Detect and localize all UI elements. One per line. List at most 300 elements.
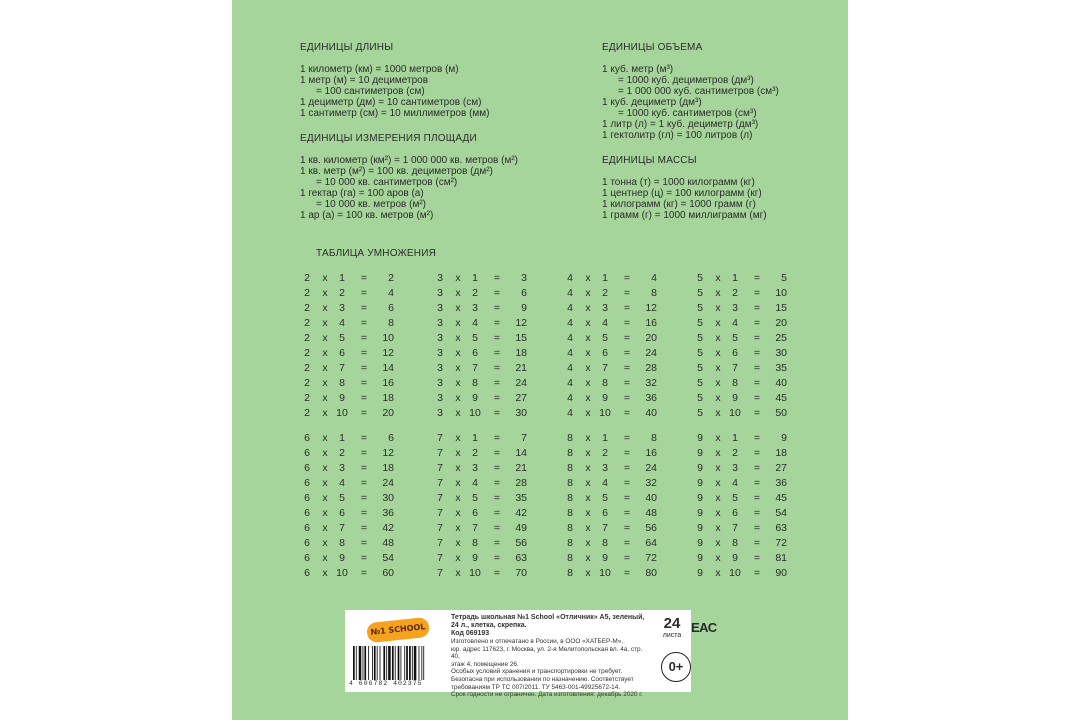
multiplication-row xyxy=(302,432,396,447)
equals-sign: = xyxy=(360,462,368,474)
product: 45 xyxy=(775,392,787,404)
age-rating-badge: 0+ xyxy=(661,652,691,682)
multiplication-row xyxy=(435,407,529,422)
multiplier: 4 xyxy=(339,477,345,489)
multiplicand: 9 xyxy=(697,567,703,579)
times-sign: x xyxy=(715,537,721,549)
multiplication-row xyxy=(302,522,396,537)
product: 7 xyxy=(521,432,527,444)
multiplicand: 2 xyxy=(304,302,310,314)
mass-units-title: ЕДИНИЦЫ МАССЫ xyxy=(602,155,697,166)
multiplication-row xyxy=(435,317,529,332)
equals-sign: = xyxy=(753,332,761,344)
multiplication-row xyxy=(302,507,396,522)
multiplicand: 2 xyxy=(304,377,310,389)
multiplier: 2 xyxy=(732,287,738,299)
product: 90 xyxy=(775,567,787,579)
multiplier: 8 xyxy=(472,537,478,549)
multiplier: 4 xyxy=(602,477,608,489)
multiplication-row xyxy=(302,347,396,362)
product: 28 xyxy=(645,362,657,374)
product: 56 xyxy=(515,537,527,549)
times-sign: x xyxy=(455,477,461,489)
multiplicand: 8 xyxy=(567,432,573,444)
product: 15 xyxy=(515,332,527,344)
product: 6 xyxy=(521,287,527,299)
volume-line: = 1000 куб. сантиметров (см³) xyxy=(618,108,757,119)
product: 24 xyxy=(382,477,394,489)
multiplication-row xyxy=(565,507,659,522)
equals-sign: = xyxy=(753,302,761,314)
times-sign: x xyxy=(455,522,461,534)
multiplication-row xyxy=(565,407,659,422)
mass-line: 1 килограмм (кг) = 1000 грамм (г) xyxy=(602,199,756,210)
multiplication-row xyxy=(565,492,659,507)
times-sign: x xyxy=(455,537,461,549)
times-sign: x xyxy=(455,432,461,444)
multiplicand: 3 xyxy=(437,377,443,389)
multiplier: 1 xyxy=(472,432,478,444)
multiplicand: 5 xyxy=(697,347,703,359)
times-sign: x xyxy=(455,362,461,374)
multiplication-row xyxy=(565,332,659,347)
equals-sign: = xyxy=(623,462,631,474)
volume-line: = 1000 куб. дециметров (дм³) xyxy=(618,75,754,86)
multiplier: 5 xyxy=(339,332,345,344)
equals-sign: = xyxy=(623,492,631,504)
multiplier: 6 xyxy=(472,347,478,359)
multiplier: 5 xyxy=(472,332,478,344)
equals-sign: = xyxy=(623,447,631,459)
multiplicand: 5 xyxy=(697,332,703,344)
multiplier: 8 xyxy=(732,377,738,389)
equals-sign: = xyxy=(493,407,501,419)
product: 18 xyxy=(382,462,394,474)
multiplication-row xyxy=(435,567,529,582)
product: 36 xyxy=(645,392,657,404)
product: 12 xyxy=(382,347,394,359)
multiplicand: 7 xyxy=(437,507,443,519)
multiplicand: 4 xyxy=(567,392,573,404)
multiplier: 1 xyxy=(732,432,738,444)
mass-units-list xyxy=(602,177,767,221)
multiplicand: 4 xyxy=(567,407,573,419)
product: 6 xyxy=(388,302,394,314)
times-sign: x xyxy=(322,537,328,549)
equals-sign: = xyxy=(360,302,368,314)
multiplication-row xyxy=(302,407,396,422)
equals-sign: = xyxy=(360,477,368,489)
multiplicand: 9 xyxy=(697,477,703,489)
product: 14 xyxy=(515,447,527,459)
equals-sign: = xyxy=(623,302,631,314)
times-sign: x xyxy=(322,377,328,389)
product: 42 xyxy=(515,507,527,519)
multiplicand: 5 xyxy=(697,407,703,419)
times-sign: x xyxy=(585,567,591,579)
equals-sign: = xyxy=(623,567,631,579)
equals-sign: = xyxy=(623,522,631,534)
multiplication-block xyxy=(565,272,659,422)
multiplicand: 4 xyxy=(567,362,573,374)
product: 36 xyxy=(382,507,394,519)
multiplication-row xyxy=(435,332,529,347)
product: 40 xyxy=(775,377,787,389)
equals-sign: = xyxy=(360,432,368,444)
multiplier: 6 xyxy=(472,507,478,519)
multiplier: 8 xyxy=(602,537,608,549)
multiplication-row xyxy=(565,347,659,362)
multiplication-row xyxy=(565,552,659,567)
product: 14 xyxy=(382,362,394,374)
multiplicand: 3 xyxy=(437,332,443,344)
multiplier: 4 xyxy=(732,317,738,329)
multiplication-row xyxy=(435,537,529,552)
multiplicand: 7 xyxy=(437,462,443,474)
times-sign: x xyxy=(322,362,328,374)
product: 18 xyxy=(515,347,527,359)
product: 9 xyxy=(781,432,787,444)
times-sign: x xyxy=(322,522,328,534)
product: 20 xyxy=(775,317,787,329)
multiplicand: 8 xyxy=(567,567,573,579)
multiplicand: 6 xyxy=(304,567,310,579)
multiplication-block xyxy=(302,272,396,422)
product: 10 xyxy=(775,287,787,299)
notebook-back-cover xyxy=(232,0,848,720)
product: 4 xyxy=(651,272,657,284)
product: 32 xyxy=(645,477,657,489)
mass-line: 1 грамм (г) = 1000 миллиграмм (мг) xyxy=(602,210,767,221)
times-sign: x xyxy=(715,272,721,284)
product-detail-line: юр. адрес 117623, г. Москва, ул. 2-я Мелитопольская вл. 4а, стр. 40, xyxy=(451,645,643,661)
times-sign: x xyxy=(715,407,721,419)
product: 45 xyxy=(775,492,787,504)
multiplier: 5 xyxy=(602,332,608,344)
product: 20 xyxy=(645,332,657,344)
product: 20 xyxy=(382,407,394,419)
product: 63 xyxy=(515,552,527,564)
multiplication-block xyxy=(302,432,396,582)
times-sign: x xyxy=(322,507,328,519)
equals-sign: = xyxy=(493,432,501,444)
area-line: 1 кв. метр (м²) = 100 кв. дециметров (дм²) xyxy=(300,166,493,177)
times-sign: x xyxy=(322,317,328,329)
multiplication-row xyxy=(565,567,659,582)
times-sign: x xyxy=(322,407,328,419)
equals-sign: = xyxy=(360,447,368,459)
multiplier: 10 xyxy=(729,567,741,579)
equals-sign: = xyxy=(623,537,631,549)
product: 40 xyxy=(645,492,657,504)
product: 54 xyxy=(775,507,787,519)
multiplicand: 7 xyxy=(437,432,443,444)
multiplier: 10 xyxy=(336,407,348,419)
multiplicand: 6 xyxy=(304,462,310,474)
multiplier: 1 xyxy=(602,272,608,284)
times-sign: x xyxy=(455,407,461,419)
multiplication-row xyxy=(435,552,529,567)
times-sign: x xyxy=(585,272,591,284)
multiplicand: 4 xyxy=(567,377,573,389)
equals-sign: = xyxy=(493,537,501,549)
multiplier: 3 xyxy=(732,302,738,314)
multiplication-row xyxy=(435,522,529,537)
multiplicand: 4 xyxy=(567,317,573,329)
multiplication-row xyxy=(302,377,396,392)
times-sign: x xyxy=(715,507,721,519)
product-detail-line: Срок годности не ограничен. Дата изготовления: декабрь 2020 г. xyxy=(451,691,643,699)
times-sign: x xyxy=(322,492,328,504)
multiplication-row xyxy=(435,507,529,522)
multiplication-row xyxy=(695,477,789,492)
times-sign: x xyxy=(715,362,721,374)
multiplication-row xyxy=(302,332,396,347)
multiplication-row xyxy=(302,447,396,462)
times-sign: x xyxy=(322,552,328,564)
equals-sign: = xyxy=(493,347,501,359)
product: 10 xyxy=(382,332,394,344)
multiplicand: 8 xyxy=(567,507,573,519)
equals-sign: = xyxy=(493,287,501,299)
multiplicand: 3 xyxy=(437,362,443,374)
equals-sign: = xyxy=(753,477,761,489)
multiplication-row xyxy=(565,317,659,332)
product: 35 xyxy=(775,362,787,374)
multiplication-row xyxy=(695,272,789,287)
multiplier: 3 xyxy=(602,302,608,314)
product: 16 xyxy=(645,317,657,329)
equals-sign: = xyxy=(753,362,761,374)
multiplication-row xyxy=(695,537,789,552)
equals-sign: = xyxy=(360,507,368,519)
multiplication-row xyxy=(695,432,789,447)
multiplier: 6 xyxy=(602,347,608,359)
multiplier: 9 xyxy=(339,552,345,564)
length-line: 1 километр (км) = 1000 метров (м) xyxy=(300,64,459,75)
multiplicand: 4 xyxy=(567,272,573,284)
product-info xyxy=(451,614,647,699)
multiplicand: 2 xyxy=(304,392,310,404)
product: 36 xyxy=(775,477,787,489)
times-sign: x xyxy=(322,347,328,359)
pages-count-box xyxy=(657,616,687,639)
multiplication-row xyxy=(695,347,789,362)
multiplier: 6 xyxy=(339,347,345,359)
times-sign: x xyxy=(715,302,721,314)
times-sign: x xyxy=(715,477,721,489)
product: 15 xyxy=(775,302,787,314)
multiplier: 5 xyxy=(732,332,738,344)
equals-sign: = xyxy=(753,522,761,534)
equals-sign: = xyxy=(360,552,368,564)
multiplicand: 9 xyxy=(697,507,703,519)
multiplier: 8 xyxy=(732,537,738,549)
equals-sign: = xyxy=(493,522,501,534)
multiplier: 9 xyxy=(732,392,738,404)
product: 8 xyxy=(651,432,657,444)
times-sign: x xyxy=(322,477,328,489)
multiplication-row xyxy=(302,492,396,507)
equals-sign: = xyxy=(623,272,631,284)
multiplicand: 9 xyxy=(697,492,703,504)
equals-sign: = xyxy=(753,462,761,474)
multiplicand: 5 xyxy=(697,377,703,389)
multiplicand: 6 xyxy=(304,522,310,534)
product: 24 xyxy=(645,462,657,474)
multiplier: 8 xyxy=(602,377,608,389)
multiplicand: 2 xyxy=(304,347,310,359)
multiplication-block xyxy=(695,432,789,582)
equals-sign: = xyxy=(493,317,501,329)
multiplicand: 4 xyxy=(567,347,573,359)
multiplication-row xyxy=(435,477,529,492)
product: 8 xyxy=(651,287,657,299)
product: 27 xyxy=(515,392,527,404)
multiplier: 4 xyxy=(472,477,478,489)
multiplier: 8 xyxy=(339,537,345,549)
multiplicand: 9 xyxy=(697,537,703,549)
multiplication-row xyxy=(302,317,396,332)
multiplier: 5 xyxy=(472,492,478,504)
multiplier: 7 xyxy=(339,362,345,374)
multiplier: 2 xyxy=(602,287,608,299)
multiplication-row xyxy=(302,537,396,552)
mass-line: 1 тонна (т) = 1000 килограмм (кг) xyxy=(602,177,755,188)
equals-sign: = xyxy=(493,392,501,404)
equals-sign: = xyxy=(360,407,368,419)
times-sign: x xyxy=(455,507,461,519)
multiplication-row xyxy=(302,552,396,567)
equals-sign: = xyxy=(360,332,368,344)
times-sign: x xyxy=(322,432,328,444)
multiplicand: 8 xyxy=(567,477,573,489)
multiplier: 9 xyxy=(602,552,608,564)
multiplication-row xyxy=(695,317,789,332)
multiplier: 7 xyxy=(472,362,478,374)
multiplier: 3 xyxy=(602,462,608,474)
multiplicand: 3 xyxy=(437,287,443,299)
multiplicand: 3 xyxy=(437,407,443,419)
multiplier: 10 xyxy=(599,407,611,419)
times-sign: x xyxy=(455,392,461,404)
times-sign: x xyxy=(322,287,328,299)
multiplier: 10 xyxy=(469,567,481,579)
times-sign: x xyxy=(585,522,591,534)
equals-sign: = xyxy=(360,362,368,374)
multiplier: 4 xyxy=(339,317,345,329)
multiplier: 1 xyxy=(472,272,478,284)
product: 30 xyxy=(775,347,787,359)
multiplication-row xyxy=(435,447,529,462)
equals-sign: = xyxy=(753,507,761,519)
mass-line: 1 центнер (ц) = 100 килограмм (кг) xyxy=(602,188,762,199)
equals-sign: = xyxy=(623,392,631,404)
multiplier: 3 xyxy=(732,462,738,474)
area-units-title: ЕДИНИЦЫ ИЗМЕРЕНИЯ ПЛОЩАДИ xyxy=(300,133,477,144)
product: 40 xyxy=(645,407,657,419)
multiplication-row xyxy=(302,272,396,287)
multiplication-row xyxy=(695,507,789,522)
multiplication-row xyxy=(695,407,789,422)
product-detail-line: Безопасна при использовании по назначению. Соответствует xyxy=(451,675,634,683)
length-line: 1 сантиметр (см) = 10 миллиметров (мм) xyxy=(300,108,490,119)
product: 5 xyxy=(781,272,787,284)
times-sign: x xyxy=(585,447,591,459)
times-sign: x xyxy=(455,567,461,579)
multiplicand: 2 xyxy=(304,362,310,374)
equals-sign: = xyxy=(623,407,631,419)
equals-sign: = xyxy=(753,537,761,549)
times-sign: x xyxy=(455,317,461,329)
times-sign: x xyxy=(585,392,591,404)
multiplicand: 8 xyxy=(567,447,573,459)
area-line: 1 ар (а) = 100 кв. метров (м²) xyxy=(300,210,434,221)
multiplicand: 5 xyxy=(697,362,703,374)
times-sign: x xyxy=(455,552,461,564)
multiplicand: 6 xyxy=(304,477,310,489)
times-sign: x xyxy=(715,287,721,299)
product-label xyxy=(345,610,717,699)
multiplicand: 7 xyxy=(437,552,443,564)
equals-sign: = xyxy=(360,537,368,549)
times-sign: x xyxy=(455,302,461,314)
multiplication-row xyxy=(695,362,789,377)
multiplier: 9 xyxy=(472,552,478,564)
equals-sign: = xyxy=(493,492,501,504)
multiplication-row xyxy=(435,432,529,447)
equals-sign: = xyxy=(360,272,368,284)
multiplicand: 6 xyxy=(304,537,310,549)
length-units-title: ЕДИНИЦЫ ДЛИНЫ xyxy=(300,42,394,53)
equals-sign: = xyxy=(493,332,501,344)
multiplier: 1 xyxy=(732,272,738,284)
product: 80 xyxy=(645,567,657,579)
length-line: = 100 сантиметров (см) xyxy=(316,86,425,97)
product-details xyxy=(451,638,647,699)
multiplier: 5 xyxy=(732,492,738,504)
product: 64 xyxy=(645,537,657,549)
product: 60 xyxy=(382,567,394,579)
multiplier: 6 xyxy=(732,347,738,359)
multiplicand: 3 xyxy=(437,272,443,284)
multiplication-row xyxy=(565,522,659,537)
times-sign: x xyxy=(715,552,721,564)
times-sign: x xyxy=(322,567,328,579)
equals-sign: = xyxy=(493,567,501,579)
multiplier: 4 xyxy=(602,317,608,329)
multiplier: 9 xyxy=(602,392,608,404)
multiplier: 5 xyxy=(602,492,608,504)
equals-sign: = xyxy=(493,302,501,314)
times-sign: x xyxy=(715,432,721,444)
multiplication-row xyxy=(302,392,396,407)
multiplier: 9 xyxy=(339,392,345,404)
multiplication-row xyxy=(565,302,659,317)
product: 4 xyxy=(388,287,394,299)
equals-sign: = xyxy=(623,287,631,299)
multiplier: 7 xyxy=(602,522,608,534)
multiplier: 4 xyxy=(732,477,738,489)
equals-sign: = xyxy=(493,462,501,474)
times-sign: x xyxy=(455,462,461,474)
times-sign: x xyxy=(455,332,461,344)
equals-sign: = xyxy=(360,567,368,579)
multiplication-row xyxy=(435,492,529,507)
multiplication-row xyxy=(302,462,396,477)
product: 42 xyxy=(382,522,394,534)
multiplication-title: ТАБЛИЦА УМНОЖЕНИЯ xyxy=(316,248,437,259)
